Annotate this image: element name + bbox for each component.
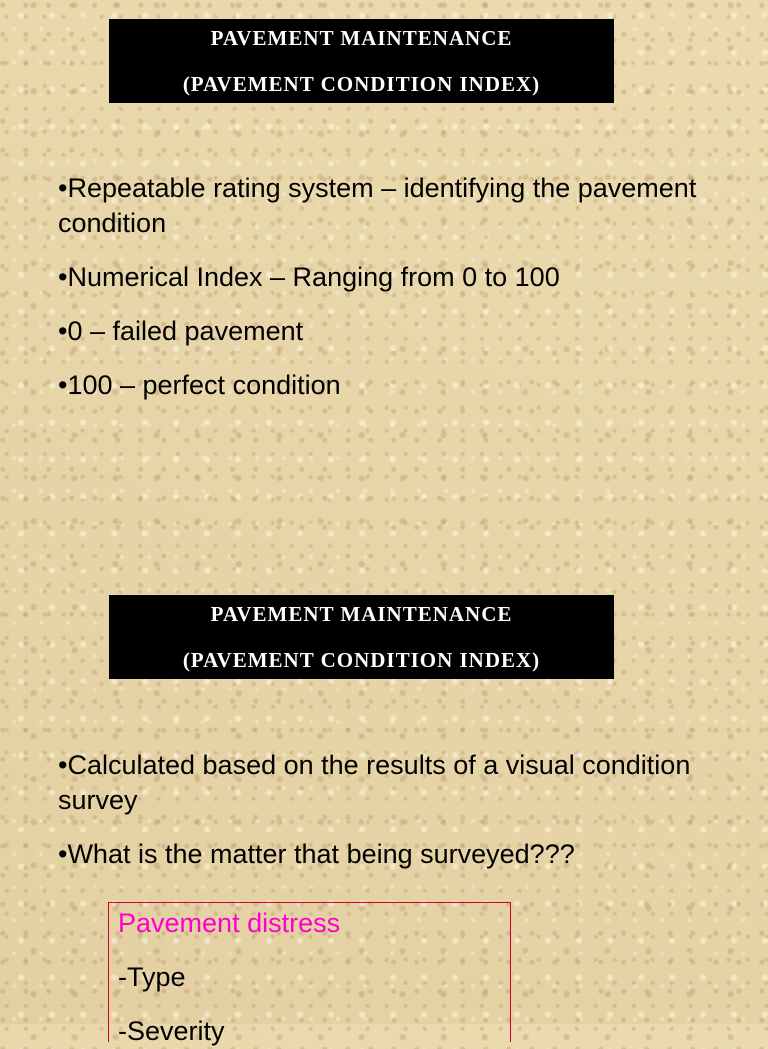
title-line-2: (PAVEMENT CONDITION INDEX) (182, 648, 541, 672)
title-line-1: PAVEMENT MAINTENANCE (210, 26, 513, 50)
bullet-item: •0 – failed pavement (58, 316, 304, 346)
distress-heading: Pavement distress (118, 908, 341, 938)
title-line-1: PAVEMENT MAINTENANCE (210, 602, 513, 626)
distress-item-severity: -Severity (118, 1016, 225, 1046)
pavement-distress-box (108, 902, 511, 1046)
bullet-item: •100 – perfect condition (58, 370, 341, 400)
title-banner (109, 595, 614, 679)
title-line-2: (PAVEMENT CONDITION INDEX) (182, 72, 541, 96)
bullet-item: •What is the matter that being surveyed??? (58, 839, 575, 869)
distress-item-type: -Type (118, 962, 186, 992)
bullet-item: •Calculated based on the results of a visual condition survey (58, 750, 691, 815)
slide-2 (0, 576, 768, 1046)
bullet-item: •Repeatable rating system – identifying the pavement condition (58, 173, 697, 238)
bullet-list (58, 748, 698, 891)
title-banner (109, 19, 614, 103)
bullet-list (58, 171, 698, 422)
bullet-item: •Numerical Index – Ranging from 0 to 100 (58, 262, 560, 292)
